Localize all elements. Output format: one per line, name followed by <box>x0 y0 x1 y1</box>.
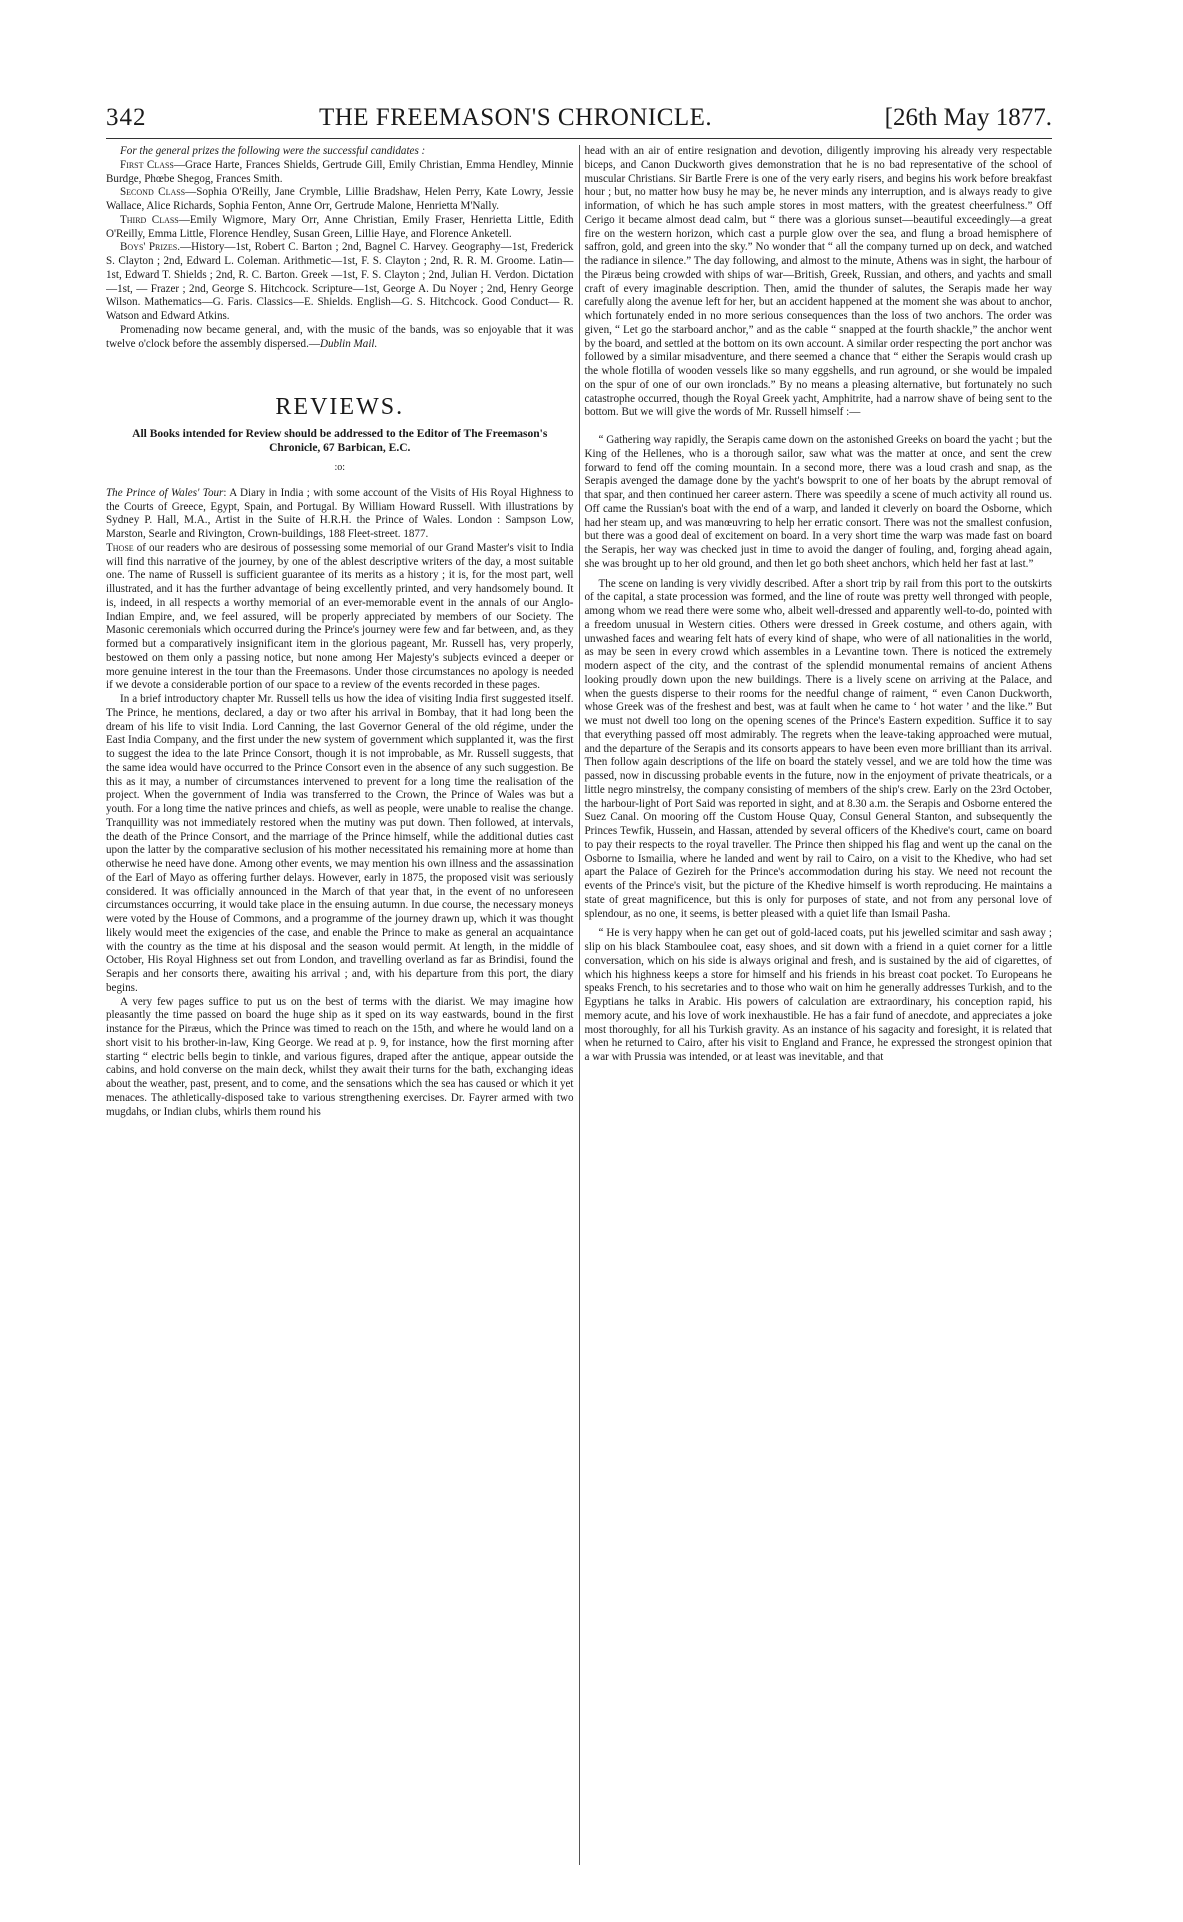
review-paragraph-1: Those of our readers who are desirous of possessing some memorial of our Grand Master's visit to India will find this narrative of the journey, by one of the ablest descriptive writers of the day, a most suitable one. The name of Russell is sufficient guarantee of its merits as a history ; it is, for the most part, well illustrated, and it has the further advantage of being excellently printed, and very handsomely bound. It is, indeed, in all respects a worthy memorial of an ever-memorable event in the annals of our Anglo-Indian Empire, and, we feel assured, will be properly appreciated by members of our Society. The Masonic ceremonials which occurred during the Prince's journey were few and far between, and, as they formed but a comparatively insignificant item in the glorious pageant, Mr. Russell has, very properly, bestowed on them only a passing notice, but none among Her Majesty's subjects evinced a deeper or more genuine interest in the tour than the Freemasons. Under those circumstances no apology is needed if we devote a considerable portion of our space to a review of the events recorded in these pages. <box>106 541 574 692</box>
review-paragraph-4: head with an air of entire resignation and devotion, diligently improving his already very respectable biceps, and Canon Duckworth gives demonstration that he is no bad representative of the school of muscular Christians. Sir Bartle Frere is one of the very early risers, and begins his work before breakfast hour ; but, no matter how busy he may be, he never minds any interruption, and is always ready to give information, of which he has such ample stores in most matters, with the greatest cheerfulness.” Off Cerigo it became almost dead calm, but “ there was a glorious sunset—beautiful exceedingly—a great fire on the western horizon, which cast a purple glow over the sea, and flung a broad hemisphere of saffron, gold, and green into the sky.” No wonder that “ all the company turned up on deck, and watched the radiance in silence.” The day following, and almost to the minute, Athens was in sight, the harbour of the Piræus being crowded with ships of war—British, Greek, Russian, and others, and yachts and small craft of every imaginable description. Then, amid the thunder of salutes, the Serapis made her way carefully along the avenue left for her, but an accident happened at the moment she was about to anchor, which fortunately ended in no more serious consequences than the loss of two anchors. The order was given, “ Let go the starboard anchor,” and as the cable “ snapped at the fourth shackle,” the anchor went by the board, and settled at the bottom on its own account. A similar order respecting the port anchor was followed by a similar misadventure, and there seemed a chance that “ either the Serapis would crash up the whole flotilla of wooden vessels like so many eggshells, and run aground, or she would be impaled on the spur of one of our own ironclads.” By no means a pleasing alternative, but fortunately no such catastrophe occurred, though the Royal Greek yacht, Amphitrite, had a narrow shave of being sent to the bottom. But we will give the words of Mr. Russell himself :— <box>584 145 1052 419</box>
review-paragraph-2: In a brief introductory chapter Mr. Russell tells us how the idea of visiting India first suggested itself. The Prince, he mentions, declared, a day or two after his arrival in Bombay, that it had long been the dream of his life to visit India. Lord Canning, the last Governor General of the old régime, under the East India Company, and the first under the new system of government which supplanted it, was the first to suggest the idea to the late Prince Consort, though it is not improbable, as Mr. Russell suggests, that the same idea would have occurred to the Prince Consort even in the absence of any such suggestion. Be this as it may, a number of circumstances intervened to prevent for a long time the realisation of the project. When the government of India was transferred to the Crown, the Prince of Wales was but a youth. For a long time the native princes and chiefs, as well as people, were unable to realise the change. Tranquillity was not immediately restored when the mutiny was put down. Then followed, at intervals, the death of the Prince Consort, and the marriage of the Prince himself, while the additional duties cast upon the latter by the comparative seclusion of his mother necessitated his remaining more at home than otherwise he need have done. Among other events, we may mention his own illness and the assassination of the Earl of Mayo as offering further delays. However, early in 1875, the proposed visit was seriously considered. It was officially announced in the March of that year that, in the event of no unforeseen circumstances occurring, it would take place in the ensuing autumn. In due course, the necessary moneys were voted by the House of Commons, and a programme of the journey drawn up, which it was thought likely would meet the exigencies of the case, and enable the Prince to make as general an acquaintance with the country as the time at his disposal and the season would permit. At length, in the middle of October, His Royal Highness set out from London, and travelling overland as far as Brindisi, found the Serapis and her consorts there, awaiting his arrival ; and, with his departure from this port, the diary begins. <box>106 693 574 994</box>
second-class-list: Second Class—Sophia O'Reilly, Jane Crymble, Lillie Bradshaw, Helen Perry, Kate Lowry, Jessie Wallace, Alice Richards, Sophia Fenton, Anne Orr, Gertrude Malone, Henrietta M'Nally. <box>106 186 574 212</box>
page-number: 342 <box>106 104 147 131</box>
left-column <box>106 145 579 1865</box>
newspaper-page <box>106 104 1052 1865</box>
columns <box>106 145 1052 1865</box>
masthead <box>106 104 1052 139</box>
right-column <box>579 145 1053 1865</box>
promenade-paragraph: Promenading now became general, and, with the music of the bands, was so enjoyable that it was twelve o'clock before the assembly dispersed.—Dublin Mail. <box>106 323 574 350</box>
journal-title: THE FREEMASON'S CHRONICLE. <box>318 104 713 131</box>
first-class-list: First Class—Grace Harte, Frances Shields, Gertrude Gill, Emily Christian, Emma Hendley, Minnie Burdge, Phœbe Shegog, Frances Smith. <box>106 158 574 185</box>
book-entry: The Prince of Wales' Tour: A Diary in India ; with some account of the Visits of His Royal Highness to the Courts of Greece, Egypt, Spain, and Portugal. By William Howard Russell. With illustrations by Sydney P. Hall, M.A., Artist in the Suite of H.R.H. the Prince of Wales. London : Sampson Low, Marston, Searle and Rivington, Crown-buildings, 188 Fleet-street. 1877. <box>106 486 574 540</box>
reviews-heading: REVIEWS. <box>275 394 405 421</box>
review-paragraph-3: A very few pages suffice to put us on the best of terms with the diarist. We may imagine how pleasantly the time passed on board the huge ship as it sped on its way eastwards, bound in the first instance for the Piræus, which the Prince was timed to reach on the 15th, and where he would land on a short visit to his brother-in-law, King George. We read at p. 9, for instance, how the first morning after starting “ electric bells begin to tinkle, and various figures, draped after the antique, appear outside the cabins, and hold converse on the main deck, whilst they await their turns for the bath, exchanging ideas about the weather, past, present, and to come, and the sensations which the sea has caused or which it yet menaces. The athletically-disposed take to various strengthening exercises. Dr. Fayrer armed with two mugdahs, or Indian clubs, whirls them round his <box>106 995 574 1118</box>
quotation-serapis: “ Gathering way rapidly, the Serapis came down on the astonished Greeks on board the yacht ; but the King of the Hellenes, who is a thorough sailor, saw what was the matter at once, and sent the crew forward to fend off the coming mountain. In a second more, there was a loud crash and snap, as the Serapis avenged the damage done by the yacht's bowsprit to one of her boats by the abrupt removal of that spar, and then continued her career astern. There was speedily a scene of much activity all round us. Off came the Russian's boat with the end of a warp, and landed it cleverly on board the Osborne, which had her steam up, and was manœuvring to help her erratic consort. There was not the smallest confusion, but there was a good deal of excitement on board. In a very short time the warp was made fast on board the Serapis, her way was checked just in time to avoid the danger of fouling, and, forging ahead again, she was brought up to her old ground, and then let go both sheet anchors, which held her fast at last.” <box>584 434 1052 570</box>
ornament-divider: :o: <box>334 462 346 473</box>
issue-date: [26th May 1877. <box>884 104 1052 131</box>
review-paragraph-5: The scene on landing is very vividly described. After a short trip by rail from this port to the outskirts of the capital, a state procession was formed, and the line of route was pretty well thronged with people, among whom we read there were some who, albeit well-dressed and apparently well-to-do, pointed with a freedom unusual in Western cities. Others were dressed in Greek costume, and others again, with unwashed faces and wearing felt hats of every kind of shape, who were of all nationalities in the world, as may be seen in every crowd which assembles in a Levantine town. There is noticed the extremely modern aspect of the city, and the contrast of the splendid monumental remains of ancient Athens looking proudly down upon the new buildings. There is a lively scene on arriving at the Palace, and when the guests disperse to their rooms for the needful change of raiment, “ even Canon Duckworth, whose Greek was of the freshest and best, was at fault when he came to ‘ hot water ’ and the like.” But we must not dwell too long on the opening scenes of the Prince's Eastern expedition. Suffice it to say that everything passed off most admirably. The regrets when the leave-taking approached were mutual, and the departure of the Serapis and its consorts appears to have been even more brilliant than its arrival. Then follow again descriptions of the life on board the stately vessel, and we are told how the time was passed, now in discussing probable events in the future, now in the enjoyment of private theatricals, or a little negro minstrelsy, the company consisting of members of the ship's crew. Early on the 23rd October, the harbour-light of Port Said was reported in sight, and at 8.30 a.m. the Serapis and Osborne entered the Suez Canal. On mooring off the Custom House Quay, Consul General Stanton, and subsequently the Princes Tewfik, Hussein, and Hassan, attended by several officers of the Khedive's court, came on board to pay their respects to the royal traveller. The Prince then shipped his flag and went up the canal on the Osborne to Ismailia, where he landed and went by rail to Cairo, on a visit to the Khedive, who had set apart the Palace of Gezireh for the Prince's accommodation during his stay. We need not recount the events of the Prince's visit, but the picture of the Khedive himself is worth reproducing. He maintains a state of great magnificence, but this is only for purposes of state, and not from any personal love of splendour, as no one, it seems, is better pleased with a quiet life than Ismail Pasha. <box>584 577 1052 920</box>
prizes-intro: For the general prizes the following were the successful candidates : <box>120 145 426 157</box>
third-class-list: Third Class—Emily Wigmore, Mary Orr, Anne Christian, Emily Fraser, Henrietta Little, Edith O'Reilly, Emma Little, Florence Hendley, Susan Green, Lillie Haye, and Florence Anketell. <box>106 213 574 240</box>
boys-prizes-list: Boys' Prizes.—History—1st, Robert C. Barton ; 2nd, Bagnel C. Harvey. Geography—1st, Frederick S. Clayton ; 2nd, Edward L. Coleman. Arithmetic—1st, F. S. Clayton ; 2nd, R. R. M. Groome. Latin—1st, Edward T. Shields ; 2nd, R. C. Barton. Greek —1st, F. S. Clayton ; 2nd, Julian H. Verdon. Dictation—1st, — Frazer ; 2nd, George S. Hitchcock. Scripture—1st, George A. Du Noyer ; 2nd, Henry George Wilson. Mathematics—G. Faris. Classics—E. Shields. English—G. S. Hitchcock. Good Conduct— R. Watson and Edward Atkins. <box>106 241 574 322</box>
quotation-khedive: “ He is very happy when he can get out of gold-laced coats, put his jewelled scimitar and sash away ; slip on his black Stamboulee coat, easy shoes, and sit down with a friend in a quiet corner for a little conversation, which on his side is always original and fresh, and is sustained by the aid of cigarettes, of which his highness keeps a store for himself and his friends in his breast coat pocket. To Europeans he speaks French, to his secretaries and to those who wait on him he generally addresses Turkish, and to the Egyptians he talks in Arabic. His powers of calculation are extraordinary, his conception rapid, his memory acute, and his love of work inexhaustible. He has a fair fund of anecdote, and appreciates a joke most thoroughly, for all his Turkish gravity. As an instance of his sagacity and foresight, it is related that when he returned to Cairo, after his visit to England and France, he expressed the strongest opinion that a war with Prussia was intended, or at least was inevitable, and that <box>584 927 1052 1063</box>
review-notice: All Books intended for Review should be addressed to the Editor of The Freemason's Chronicle, 67 Barbican, E.C. <box>132 428 548 454</box>
